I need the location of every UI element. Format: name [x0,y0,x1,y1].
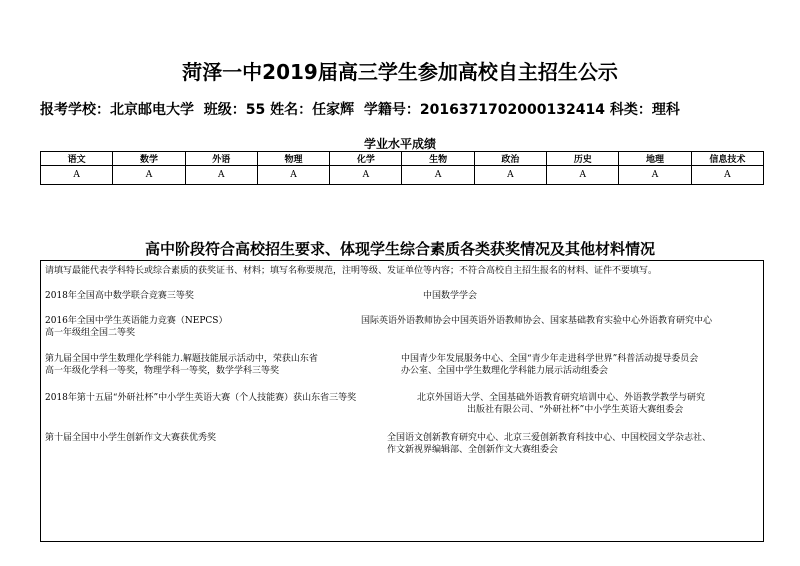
subject-cell: 历史 [547,152,619,166]
name-value: 任家辉 [312,102,355,118]
award-name-line: 2016年全国中学生英语能力竞赛（NEPCS） [45,316,228,326]
class-label: 班级： [203,102,246,118]
grade-cell: A [257,166,329,185]
award-name [45,432,216,444]
award-name [45,392,356,404]
award-name [45,315,227,339]
award-issuer-line: 作文新视界编辑部、全创新作文大赛组委会 [387,445,559,455]
grade-cell: A [41,166,113,185]
grade-cell: A [402,166,474,185]
awards-box [40,260,764,542]
grade-cell: A [547,166,619,185]
grades-header-row [41,152,764,166]
award-issuer [387,432,711,456]
award-issuer-line: 国际英语外语教师协会中国英语外语教师协会、国家基础教育实验中心外语教育研究中心 [361,316,713,326]
subject-cell: 信息技术 [691,152,763,166]
award-issuer-line: 全国语文创新教育研究中心、北京三爱创新教育科技中心、中国校园文学杂志社、 [387,433,712,443]
subject-cell: 地理 [619,152,691,166]
grade-cell: A [113,166,185,185]
id-label: 学籍号： [363,102,420,118]
award-issuer-line: 北京外国语大学、全国基础外语教育研究培训中心、外语教学教学与研究 [417,393,706,403]
grades-section-title: 学业水平成绩 [363,137,436,151]
subject-cell: 政治 [474,152,546,166]
subject-cell: 外语 [185,152,257,166]
award-name [45,290,194,302]
award-issuer [361,315,712,327]
awards-note: 请填写最能代表学科特长或综合素质的获奖证书、材料；填写名称要规范，注明等级、发证单位等内容；不符合高校自主招生报名的材料、证件不要填写。 [45,266,658,276]
name-label: 姓名： [270,102,313,118]
award-name-line: 高一年级化学科一等奖，物理学科一等奖，数学学科三等奖 [45,366,280,376]
grades-value-row [41,166,764,185]
award-name-line: 第九届全国中学生数理化学科能力.解题技能展示活动中，荣获山东省 [45,354,318,364]
id-value: 2016371702000132414 [419,102,605,118]
award-issuer [417,392,705,416]
award-issuer-line: 办公室、全国中学生数理化学科能力展示活动组委会 [401,366,609,376]
award-name-line: 2018年第十五届“外研社杯”中小学生英语大赛（个人技能赛）获山东省三等奖 [45,393,357,403]
awards-section-title: 高中阶段符合高校招生要求、体现学生综合素质各类获奖情况及其他材料情况 [144,240,655,258]
subject-cell: 语文 [41,152,113,166]
grade-cell: A [474,166,546,185]
award-issuer-line: 中国数学学会 [423,291,478,301]
award-issuer-line: 出版社有限公司、“外研社杯”中小学生英语大赛组委会 [467,405,684,415]
award-name-line: 第十届全国中小学生创新作文大赛获优秀奖 [45,433,217,443]
award-name-line: 2018年全国高中数学联合竞赛三等奖 [45,291,194,301]
track-label: 科类： [609,102,652,118]
subject-cell: 物理 [257,152,329,166]
class-value: 55 [245,102,266,118]
grade-cell: A [330,166,402,185]
page-title: 菏泽一中2019届高三学生参加高校自主招生公示 [182,60,618,84]
track-value: 理科 [651,102,680,118]
grade-cell: A [185,166,257,185]
award-name [45,353,318,377]
award-name-line: 高一年级组全国二等奖 [45,328,136,338]
student-info-line [40,99,760,119]
subject-cell: 数学 [113,152,185,166]
subject-cell: 生物 [402,152,474,166]
grades-table [40,151,764,185]
school-label: 报考学校： [40,102,110,118]
award-issuer [401,353,698,377]
award-issuer-line: 中国青少年发展服务中心、全国“青少年走进科学世界”科普活动提导委员会 [401,354,699,364]
grade-cell: A [691,166,763,185]
grade-cell: A [619,166,691,185]
school-value: 北京邮电大学 [110,102,194,118]
award-issuer [423,290,477,302]
subject-cell: 化学 [330,152,402,166]
